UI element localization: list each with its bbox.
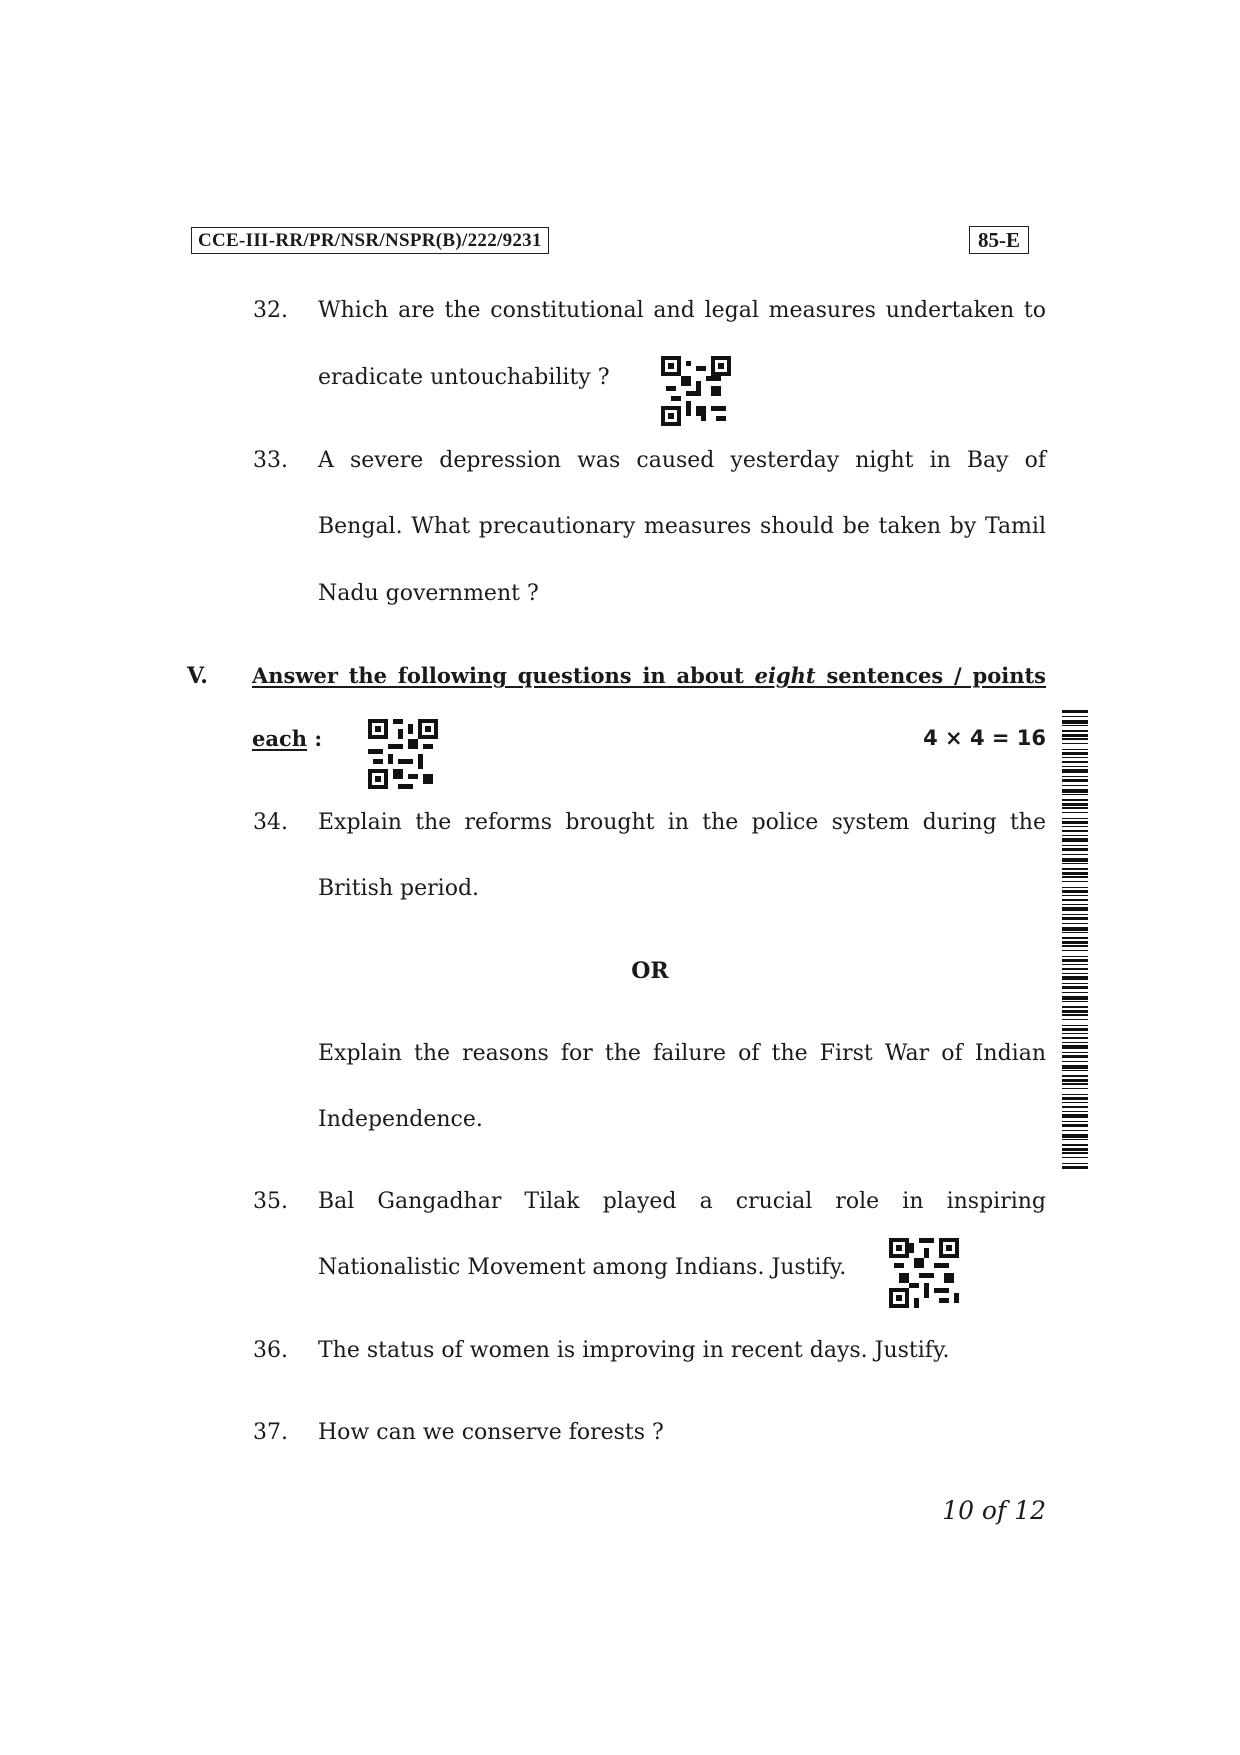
question-text-line: eradicate untouchability ?: [318, 365, 610, 390]
question-number: 35.: [253, 1189, 288, 1214]
qr-code-icon: [368, 719, 438, 789]
qr-code-icon: [661, 356, 731, 426]
question-text-line: Which are the constitutional and legal measures undertaken to: [318, 298, 1046, 323]
question-number: 33.: [253, 448, 288, 473]
question-text-line: Independence.: [318, 1107, 483, 1132]
question-number: 34.: [253, 810, 288, 835]
question-text-line: Nationalistic Movement among Indians. Justify.: [318, 1255, 847, 1280]
section-instruction-continued: each :: [252, 726, 323, 751]
or-separator: OR: [631, 958, 669, 984]
question-text-line: Bengal. What precautionary measures should be taken by Tamil: [318, 514, 1046, 539]
question-text-line: British period.: [318, 876, 480, 901]
question-number: 32.: [253, 298, 288, 323]
question-text-line: How can we conserve forests ?: [318, 1420, 664, 1445]
qr-code-icon: [889, 1238, 959, 1308]
question-text-line: Bal Gangadhar Tilak played a crucial role in inspiring: [318, 1189, 1046, 1214]
section-number: V.: [187, 663, 208, 689]
question-text-line: A severe depression was caused yesterday night in Bay of: [318, 448, 1046, 473]
question-text-line: Explain the reasons for the failure of the First War of Indian: [318, 1041, 1046, 1066]
page-number: 10 of 12: [942, 1496, 1046, 1525]
question-text-line: The status of women is improving in recent days. Justify.: [318, 1338, 950, 1363]
question-text-line: Nadu government ?: [318, 581, 539, 606]
exam-code: CCE-III-RR/PR/NSR/NSPR(B)/222/9231: [191, 227, 549, 254]
marks-allocation: 4 × 4 = 16: [923, 726, 1046, 750]
question-number: 36.: [253, 1338, 288, 1363]
paper-code: 85-E: [969, 226, 1029, 254]
question-text-line: Explain the reforms brought in the police system during the: [318, 810, 1046, 835]
question-number: 37.: [253, 1420, 288, 1445]
section-instruction: Answer the following questions in about eight sentences / points: [252, 663, 1046, 688]
barcode-icon: [1062, 710, 1088, 1170]
